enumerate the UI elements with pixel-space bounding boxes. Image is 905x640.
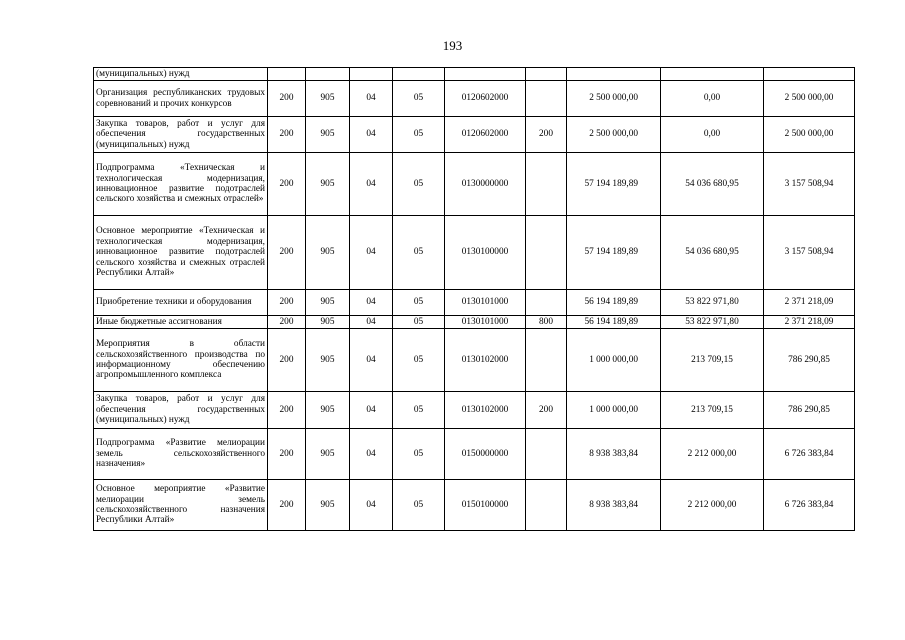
cell-amount-executed bbox=[661, 68, 764, 81]
cell-code-b: 905 bbox=[306, 216, 350, 290]
cell-amount-remaining: 6 726 383,84 bbox=[764, 480, 855, 531]
cell-subsection: 05 bbox=[393, 329, 445, 392]
page-number: 193 bbox=[442, 38, 463, 53]
cell-name: Иные бюджетные ассигнования bbox=[94, 316, 268, 329]
cell-code-a: 200 bbox=[268, 216, 306, 290]
cell-amount-executed: 54 036 680,95 bbox=[661, 216, 764, 290]
cell-name: Подпрограмма «Развитие мелиорации земель сельскохозяйственного назначения» bbox=[94, 429, 268, 480]
cell-target-article bbox=[445, 68, 526, 81]
cell-subsection: 05 bbox=[393, 429, 445, 480]
cell-amount-planned bbox=[567, 68, 661, 81]
cell-target-article: 0120602000 bbox=[445, 117, 526, 153]
cell-target-article: 0130101000 bbox=[445, 290, 526, 316]
table-row bbox=[94, 68, 855, 81]
cell-section: 04 bbox=[350, 392, 393, 429]
cell-target-article: 0150000000 bbox=[445, 429, 526, 480]
cell-code-b: 905 bbox=[306, 153, 350, 216]
budget-table bbox=[93, 67, 855, 531]
cell-expense-type: 200 bbox=[526, 392, 567, 429]
cell-subsection: 05 bbox=[393, 480, 445, 531]
cell-code-b: 905 bbox=[306, 117, 350, 153]
cell-amount-executed: 0,00 bbox=[661, 81, 764, 117]
cell-name: Мероприятия в области сельскохозяйственного производства по информационному обеспечению агропромышленного комплекса bbox=[94, 329, 268, 392]
cell-target-article: 0130102000 bbox=[445, 392, 526, 429]
cell-target-article: 0150100000 bbox=[445, 480, 526, 531]
cell-code-b: 905 bbox=[306, 290, 350, 316]
cell-section: 04 bbox=[350, 429, 393, 480]
cell-code-b: 905 bbox=[306, 81, 350, 117]
cell-section: 04 bbox=[350, 216, 393, 290]
cell-amount-planned: 8 938 383,84 bbox=[567, 429, 661, 480]
cell-code-b: 905 bbox=[306, 392, 350, 429]
cell-name: Подпрограмма «Техническая и технологическая модернизация, инновационное развитие подотраслей сельского хозяйства и смежных отраслей» bbox=[94, 153, 268, 216]
cell-amount-executed: 53 822 971,80 bbox=[661, 316, 764, 329]
cell-amount-executed: 213 709,15 bbox=[661, 329, 764, 392]
cell-name: Организация республиканских трудовых соревнований и прочих конкурсов bbox=[94, 81, 268, 117]
cell-amount-executed: 53 822 971,80 bbox=[661, 290, 764, 316]
cell-subsection bbox=[393, 68, 445, 81]
cell-section: 04 bbox=[350, 480, 393, 531]
cell-name: Закупка товаров, работ и услуг для обеспечения государственных (муниципальных) нужд bbox=[94, 392, 268, 429]
cell-subsection: 05 bbox=[393, 117, 445, 153]
cell-subsection: 05 bbox=[393, 392, 445, 429]
cell-amount-planned: 1 000 000,00 bbox=[567, 329, 661, 392]
cell-code-a bbox=[268, 68, 306, 81]
cell-amount-remaining: 2 500 000,00 bbox=[764, 81, 855, 117]
table-row bbox=[94, 290, 855, 316]
cell-amount-remaining: 2 371 218,09 bbox=[764, 290, 855, 316]
cell-subsection: 05 bbox=[393, 81, 445, 117]
cell-code-b bbox=[306, 68, 350, 81]
cell-subsection: 05 bbox=[393, 316, 445, 329]
cell-section: 04 bbox=[350, 316, 393, 329]
cell-subsection: 05 bbox=[393, 216, 445, 290]
cell-code-a: 200 bbox=[268, 392, 306, 429]
cell-code-a: 200 bbox=[268, 316, 306, 329]
cell-code-b: 905 bbox=[306, 329, 350, 392]
cell-section: 04 bbox=[350, 81, 393, 117]
cell-expense-type bbox=[526, 68, 567, 81]
cell-code-b: 905 bbox=[306, 480, 350, 531]
cell-name: Приобретение техники и оборудования bbox=[94, 290, 268, 316]
cell-code-b: 905 bbox=[306, 316, 350, 329]
cell-code-a: 200 bbox=[268, 329, 306, 392]
cell-subsection: 05 bbox=[393, 153, 445, 216]
cell-amount-planned: 56 194 189,89 bbox=[567, 316, 661, 329]
cell-amount-remaining: 2 371 218,09 bbox=[764, 316, 855, 329]
cell-expense-type bbox=[526, 216, 567, 290]
cell-amount-executed: 2 212 000,00 bbox=[661, 480, 764, 531]
cell-amount-remaining: 3 157 508,94 bbox=[764, 153, 855, 216]
cell-code-a: 200 bbox=[268, 153, 306, 216]
cell-section: 04 bbox=[350, 117, 393, 153]
cell-code-a: 200 bbox=[268, 480, 306, 531]
cell-amount-planned: 2 500 000,00 bbox=[567, 117, 661, 153]
cell-amount-planned: 57 194 189,89 bbox=[567, 153, 661, 216]
table-row bbox=[94, 316, 855, 329]
table-row bbox=[94, 480, 855, 531]
cell-amount-planned: 8 938 383,84 bbox=[567, 480, 661, 531]
table-row bbox=[94, 392, 855, 429]
cell-expense-type bbox=[526, 480, 567, 531]
table-row bbox=[94, 81, 855, 117]
cell-amount-planned: 57 194 189,89 bbox=[567, 216, 661, 290]
cell-target-article: 0120602000 bbox=[445, 81, 526, 117]
cell-expense-type bbox=[526, 290, 567, 316]
cell-section: 04 bbox=[350, 329, 393, 392]
cell-name: Основное мероприятие «Техническая и технологическая модернизация, инновационное развитие подотраслей сельского хозяйства и смежных отраслей Республики Алтай» bbox=[94, 216, 268, 290]
cell-amount-executed: 0,00 bbox=[661, 117, 764, 153]
cell-name: (муниципальных) нужд bbox=[94, 68, 268, 81]
cell-amount-remaining: 2 500 000,00 bbox=[764, 117, 855, 153]
cell-expense-type: 800 bbox=[526, 316, 567, 329]
cell-amount-planned: 56 194 189,89 bbox=[567, 290, 661, 316]
cell-code-a: 200 bbox=[268, 117, 306, 153]
cell-amount-remaining bbox=[764, 68, 855, 81]
cell-target-article: 0130102000 bbox=[445, 329, 526, 392]
cell-section bbox=[350, 68, 393, 81]
cell-amount-remaining: 6 726 383,84 bbox=[764, 429, 855, 480]
cell-target-article: 0130000000 bbox=[445, 153, 526, 216]
table-row bbox=[94, 429, 855, 480]
cell-expense-type bbox=[526, 81, 567, 117]
cell-amount-remaining: 3 157 508,94 bbox=[764, 216, 855, 290]
table-row bbox=[94, 329, 855, 392]
cell-amount-planned: 2 500 000,00 bbox=[567, 81, 661, 117]
cell-name: Основное мероприятие «Развитие мелиорации земель сельскохозяйственного назначения Республики Алтай» bbox=[94, 480, 268, 531]
cell-amount-remaining: 786 290,85 bbox=[764, 329, 855, 392]
table-row bbox=[94, 117, 855, 153]
cell-amount-remaining: 786 290,85 bbox=[764, 392, 855, 429]
cell-target-article: 0130100000 bbox=[445, 216, 526, 290]
cell-code-a: 200 bbox=[268, 429, 306, 480]
cell-code-b: 905 bbox=[306, 429, 350, 480]
cell-expense-type bbox=[526, 429, 567, 480]
cell-expense-type bbox=[526, 329, 567, 392]
cell-name: Закупка товаров, работ и услуг для обеспечения государственных (муниципальных) нужд bbox=[94, 117, 268, 153]
cell-amount-executed: 54 036 680,95 bbox=[661, 153, 764, 216]
cell-expense-type: 200 bbox=[526, 117, 567, 153]
cell-code-a: 200 bbox=[268, 290, 306, 316]
table-row bbox=[94, 216, 855, 290]
cell-code-a: 200 bbox=[268, 81, 306, 117]
cell-amount-executed: 2 212 000,00 bbox=[661, 429, 764, 480]
cell-subsection: 05 bbox=[393, 290, 445, 316]
cell-section: 04 bbox=[350, 290, 393, 316]
cell-section: 04 bbox=[350, 153, 393, 216]
cell-target-article: 0130101000 bbox=[445, 316, 526, 329]
cell-amount-planned: 1 000 000,00 bbox=[567, 392, 661, 429]
table-row bbox=[94, 153, 855, 216]
cell-amount-executed: 213 709,15 bbox=[661, 392, 764, 429]
table-body bbox=[94, 68, 855, 531]
cell-expense-type bbox=[526, 153, 567, 216]
